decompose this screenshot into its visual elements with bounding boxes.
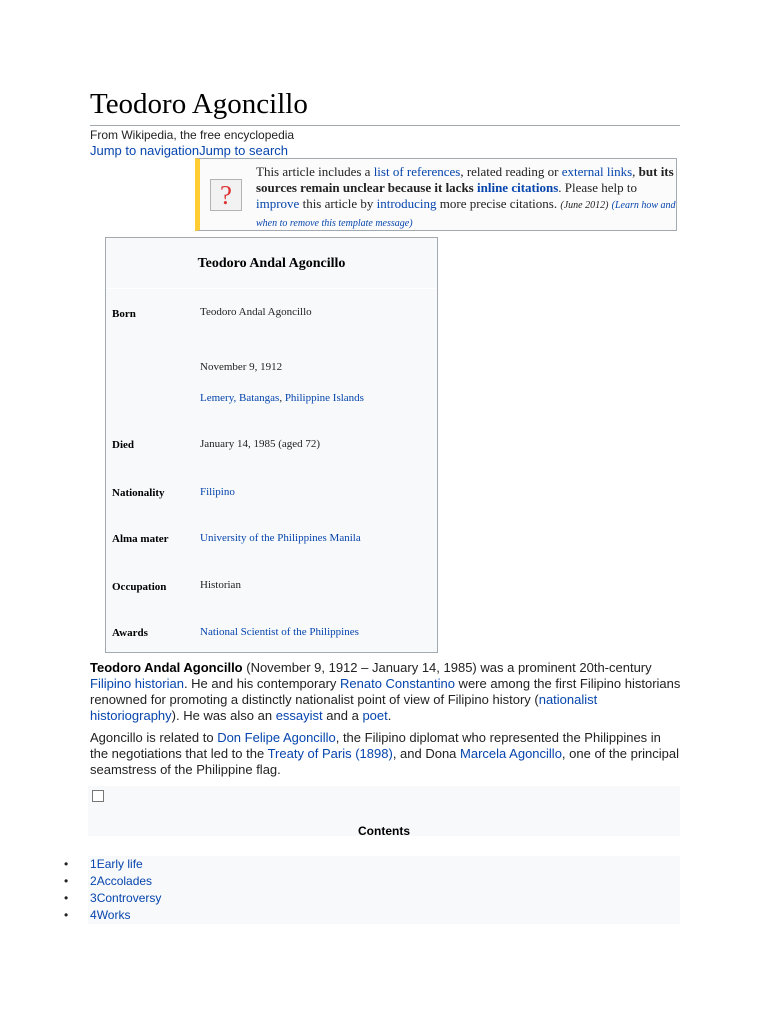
jump-to-search-link[interactable]: Jump to search [199, 143, 288, 158]
notice-text-part: more precise citations. [436, 196, 561, 211]
paragraph-text: . [387, 708, 392, 723]
paragraph-text: , the Filipino diplomat who represented the Philippines in the negotiations that led to the [90, 730, 661, 761]
filipino-link[interactable]: Filipino [200, 486, 235, 498]
lemery-batangas-link[interactable]: Lemery, Batangas [200, 392, 280, 404]
inline-citations-link[interactable]: inline citations [477, 180, 559, 195]
died-label: Died [112, 439, 134, 451]
toc-item-number[interactable]: 3 [90, 891, 97, 905]
list-of-references-link[interactable]: list of references [373, 164, 461, 179]
citation-notice-box [195, 158, 677, 231]
occupation-value: Historian [200, 579, 241, 591]
notice-text-part: This article includes a [256, 164, 374, 179]
nationality-value [200, 486, 235, 498]
born-name: Teodoro Andal Agoncillo [200, 306, 312, 318]
notice-text [256, 164, 676, 232]
bullet-icon: • [64, 891, 69, 905]
toc-item-label[interactable]: Early life [96, 857, 143, 871]
paragraph-text: , and Dona [392, 746, 461, 761]
essayist-link[interactable]: essayist [275, 708, 323, 723]
notice-text-part: , related reading or [460, 164, 562, 179]
toc-item-accolades[interactable] [64, 873, 680, 890]
row-spacer [106, 289, 107, 419]
paragraph-text: (November 9, 1912 – January 14, 1985) was a prominent 20th-century [242, 660, 652, 675]
bullet-icon: • [64, 908, 69, 922]
external-links-link[interactable]: external links [561, 164, 633, 179]
nationalist-historiography-link[interactable]: nationalist historiography [90, 692, 598, 723]
infobox [105, 237, 438, 653]
introducing-link[interactable]: introducing [376, 196, 437, 211]
jump-links [90, 143, 288, 158]
nationality-label: Nationality [112, 487, 165, 499]
site-tagline: From Wikipedia, the free encyclopedia [90, 128, 295, 142]
paragraph-text: ). He was also an [171, 708, 276, 723]
born-date: November 9, 1912 [200, 361, 283, 373]
learn-remove-template-link[interactable]: (Learn how and when to remove this template message) [256, 200, 676, 229]
toc-item-early-life[interactable] [64, 856, 680, 873]
toc-item-number[interactable]: 2 [90, 874, 97, 888]
intro-paragraph-1 [90, 660, 682, 724]
occupation-label: Occupation [112, 581, 167, 593]
poet-link[interactable]: poet [362, 708, 388, 723]
born-label: Born [112, 308, 136, 320]
notice-date: (June 2012) [560, 200, 609, 211]
toc-item-works[interactable] [64, 907, 680, 924]
paragraph-text: , one of the principal seamstress of the Philippine flag. [90, 746, 679, 777]
notice-text-part: . Please help to [558, 180, 637, 195]
died-value: January 14, 1985 (aged 72) [200, 438, 321, 450]
toc-item-label[interactable]: Controversy [96, 891, 162, 905]
paragraph-text: and a [322, 708, 363, 723]
table-of-contents [88, 786, 680, 836]
page-title: Teodoro Agoncillo [90, 88, 308, 120]
subject-name: Teodoro Andal Agoncillo [90, 660, 243, 675]
renato-constantino-link[interactable]: Renato Constantino [340, 676, 455, 691]
toc-title: Contents [358, 824, 410, 838]
notice-text-part: , [632, 164, 639, 179]
paragraph-text: . He and his contemporary [183, 676, 341, 691]
improve-link[interactable]: improve [256, 196, 300, 211]
awards-value [200, 626, 359, 638]
treaty-of-paris-link[interactable]: Treaty of Paris (1898) [267, 746, 393, 761]
awards-label: Awards [112, 627, 148, 639]
notice-text-part: this article by [299, 196, 377, 211]
up-manila-link[interactable]: University of the Philippines Manila [200, 532, 361, 544]
filipino-historian-link[interactable]: Filipino historian [90, 676, 184, 691]
infobox-title: Teodoro Andal Agoncillo [197, 256, 346, 271]
paragraph-text: were among the first Filipino historians renowned for promoting a distinctly nationalist point of view of Filipino history ( [90, 676, 681, 707]
toc-item-label[interactable]: Works [96, 908, 131, 922]
toc-item-controversy[interactable] [64, 890, 680, 907]
marcela-agoncillo-link[interactable]: Marcela Agoncillo [460, 746, 562, 761]
toc-list [64, 856, 680, 924]
notice-bold-text: but its sources remain unclear because it lacks [256, 164, 674, 195]
born-place-separator: , [279, 392, 285, 404]
born-place [200, 392, 364, 404]
bullet-icon: • [64, 874, 69, 888]
bullet-icon: • [64, 857, 69, 871]
intro-paragraph-2 [90, 730, 682, 778]
philippine-islands-link[interactable]: Philippine Islands [284, 392, 364, 404]
question-mark-icon: ? [210, 179, 242, 211]
alma-mater-value [200, 532, 361, 544]
paragraph-text: Agoncillo is related to [90, 730, 218, 745]
toc-item-number[interactable]: 1 [90, 857, 97, 871]
jump-to-navigation-link[interactable]: Jump to navigation [90, 143, 200, 158]
toc-toggle-checkbox[interactable] [92, 790, 104, 802]
alma-mater-label: Alma mater [112, 533, 169, 545]
don-felipe-agoncillo-link[interactable]: Don Felipe Agoncillo [217, 730, 336, 745]
toc-item-number[interactable]: 4 [90, 908, 97, 922]
national-scientist-link[interactable]: National Scientist of the Philippines [200, 626, 359, 638]
title-divider [90, 125, 680, 126]
toc-item-label[interactable]: Accolades [96, 874, 153, 888]
